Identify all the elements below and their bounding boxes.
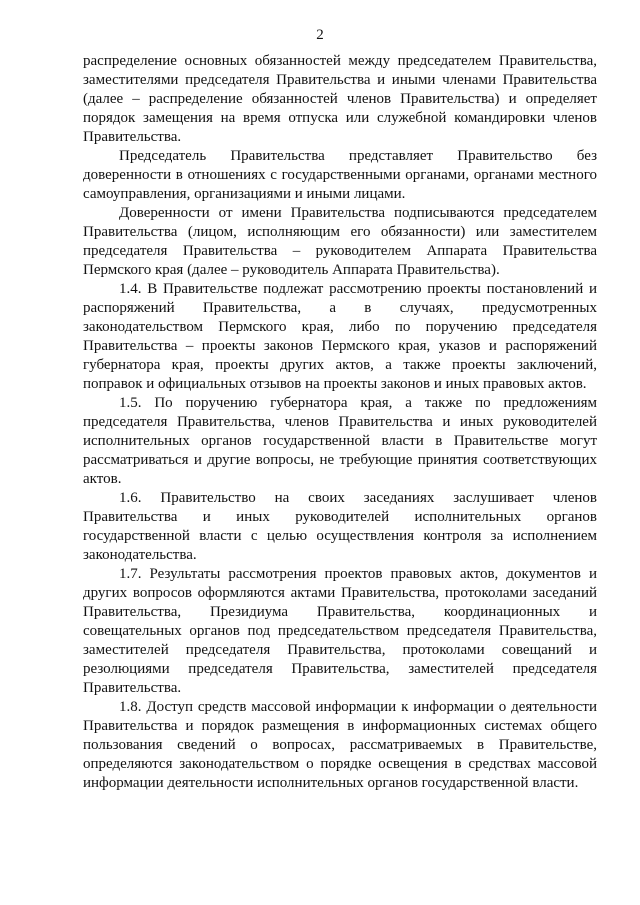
document-body <box>83 52 597 793</box>
paragraph-1-5: 1.5. По поручению губернатора края, а также по предложениям председателя Правительства, членов Правительства и иных руководителей исполнительных органов государственной власти в Правительстве могут рассматриваться и другие вопросы, не требующие принятия соответствующих актов. <box>83 395 597 487</box>
paragraph-1-6: 1.6. Правительство на своих заседаниях заслушивает членов Правительства и иных руководителей исполнительных органов государственной власти с целью осуществления контроля за исполнением законодательства. <box>83 490 597 563</box>
page-number: 2 <box>316 27 324 43</box>
paragraph-continuation: распределение основных обязанностей между председателем Правительства, заместителями председателя Правительства и иными членами Правительства (далее – распределение обязанностей членов Правительства) и определяет порядок замещения на время отпуска или служебной командировки членов Правительства. <box>83 53 597 145</box>
paragraph-chairman-represents: Председатель Правительства представляет Правительство без доверенности в отношениях с государственными органами, органами местного самоуправления, организациями и иными лицами. <box>83 148 597 202</box>
paragraph-1-7: 1.7. Результаты рассмотрения проектов правовых актов, документов и других вопросов оформляются актами Правительства, протоколами заседаний Правительства, Президиума Правительства, координационных и совещательных органов под председательством председателя Правительства, заместителей председателя Правительства, протоколами совещаний и резолюциями председателя Правительства, заместителей председателя Правительства. <box>83 566 597 696</box>
paragraph-powers-of-attorney: Доверенности от имени Правительства подписываются председателем Правительства (лицом, исполняющим его обязанности) или заместителем председателя Правительства – руководителем Аппарата Правительства Пермского края (далее – руководитель Аппарата Правительства). <box>83 205 597 278</box>
paragraph-1-4: 1.4. В Правительстве подлежат рассмотрению проекты постановлений и распоряжений Правительства, а в случаях, предусмотренных законодательством Пермского края, либо по поручению председателя Правительства – проекты законов Пермского края, указов и распоряжений губернатора края, проекты других актов, а также проекты заключений, поправок и официальных отзывов на проекты законов и иных правовых актов. <box>83 281 597 392</box>
paragraph-1-8: 1.8. Доступ средств массовой информации к информации о деятельности Правительства и порядок размещения в информационных системах общего пользования сведений о вопросах, рассматриваемых в Правительстве, определяются законодательством о порядке освещения в средствах массовой информации деятельности исполнительных органов государственной власти. <box>83 699 597 791</box>
